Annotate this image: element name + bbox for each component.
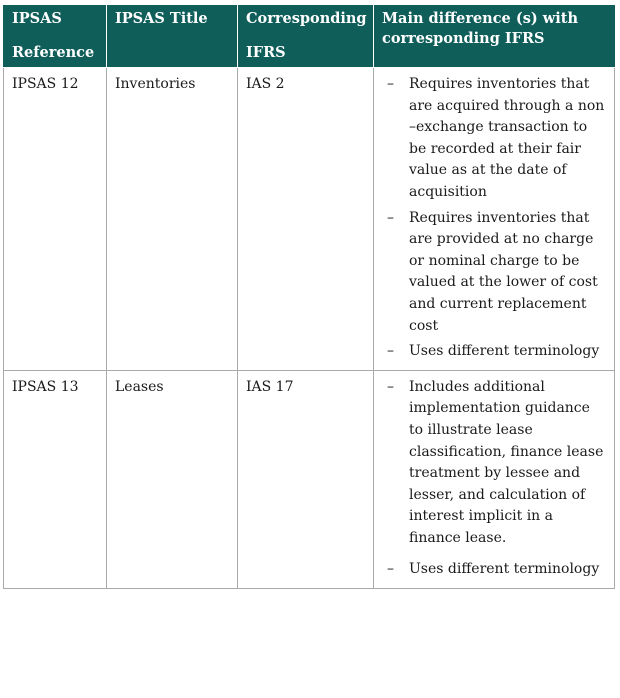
header-ipsas-title-text: IPSAS Title [115, 10, 208, 27]
dash-bullet: – [387, 209, 394, 226]
difference-text: Requires inventories that are provided at no charge or nominal charge to be valued at the lower of cost and current replacement cost [409, 209, 598, 334]
cell-ifrs: IAS 17 [238, 370, 374, 588]
differences-list [382, 74, 608, 363]
differences-list [382, 377, 608, 581]
header-main-differences [374, 5, 615, 68]
cell-reference: IPSAS 13 [4, 370, 107, 588]
dash-bullet: – [387, 561, 394, 578]
list-item [382, 559, 608, 581]
list-item [382, 208, 608, 338]
cell-ifrs: IAS 2 [238, 68, 374, 371]
dash-bullet: – [387, 378, 394, 395]
ipsas-ifrs-comparison-table [3, 5, 615, 589]
list-item [382, 377, 608, 550]
header-ipsas-title [107, 5, 238, 68]
header-corresponding-ifrs-line1: Corresponding [246, 10, 367, 27]
header-main-differences-text: Main difference (s) with corresponding IFRS [382, 10, 578, 47]
cell-title: Inventories [107, 68, 238, 371]
header-ipsas-reference-line2: Reference [12, 44, 95, 61]
difference-text: Uses different terminology [409, 561, 600, 578]
difference-text: Requires inventories that are acquired through a non –exchange transaction to be recorded at their fair value as at the date of acquisition [409, 76, 605, 200]
header-corresponding-ifrs [238, 5, 374, 68]
dash-bullet: – [387, 76, 394, 92]
header-ipsas-reference [4, 5, 107, 68]
dash-bullet: – [387, 343, 394, 360]
table-row [4, 68, 615, 371]
list-item [382, 341, 608, 363]
difference-text: Includes additional implementation guidance to illustrate lease classification, finance lease treatment by lessee and lesser, and calculation of interest implicit in a finance lease. [409, 378, 604, 546]
difference-text: Uses different terminology [409, 343, 600, 360]
header-corresponding-ifrs-line2: IFRS [246, 44, 286, 61]
cell-reference: IPSAS 12 [4, 68, 107, 371]
list-item [382, 74, 608, 204]
cell-title: Leases [107, 370, 238, 588]
cell-differences [374, 370, 615, 588]
cell-differences [374, 68, 615, 371]
table-header-row [4, 5, 615, 68]
table-row [4, 370, 615, 588]
header-ipsas-reference-line1: IPSAS [12, 10, 62, 27]
